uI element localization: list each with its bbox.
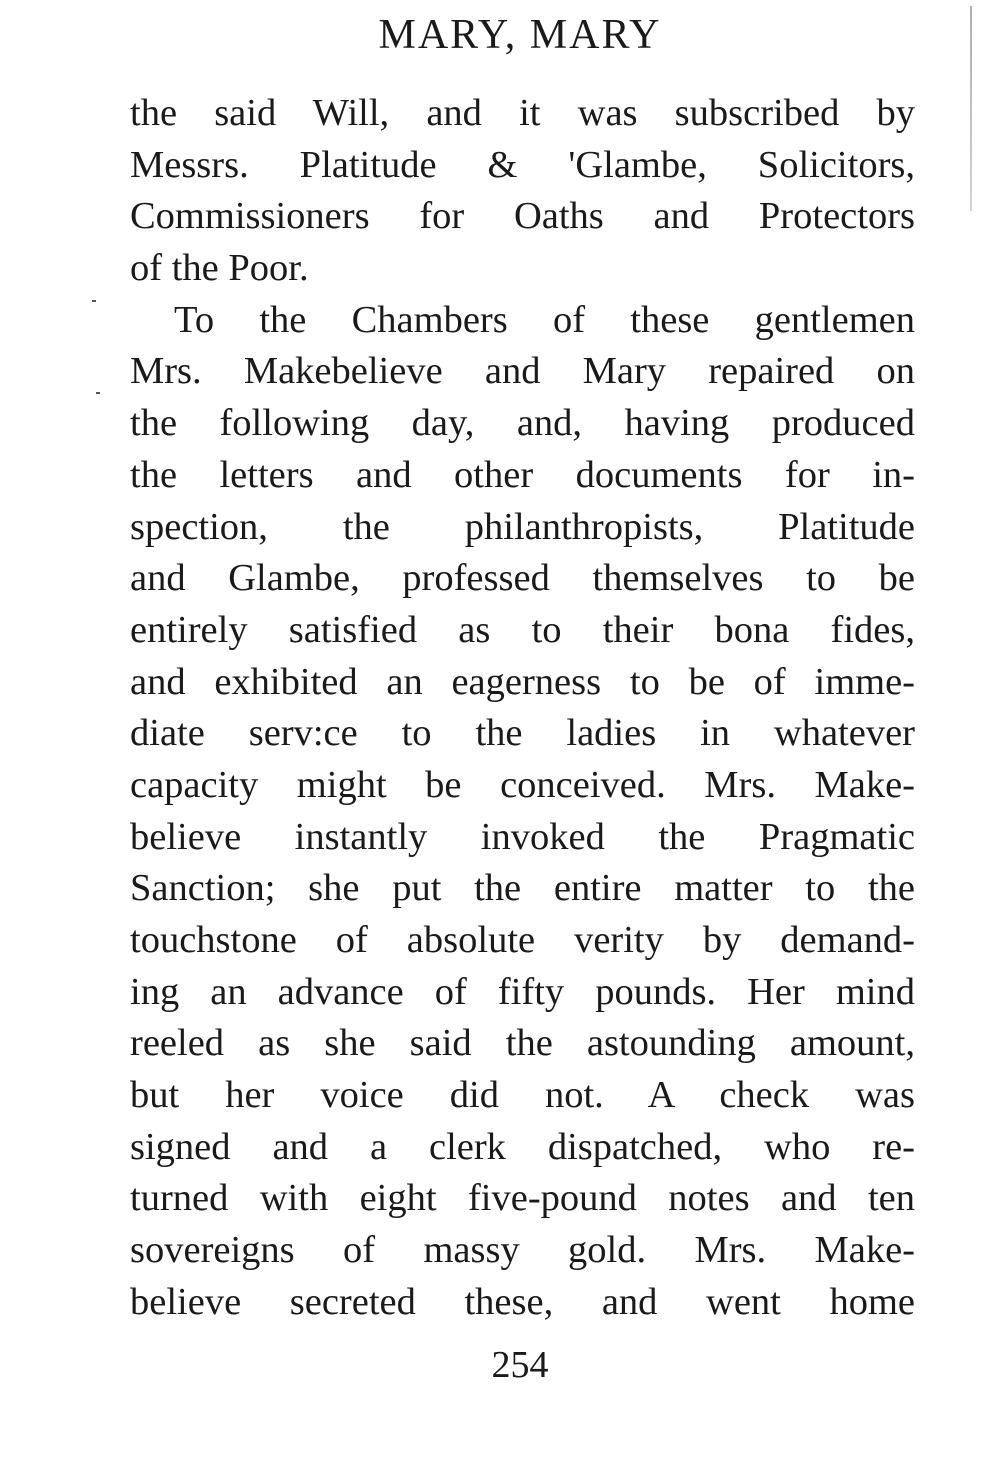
text-line: diate serv:ce to the ladies in whatever <box>130 712 915 755</box>
text-line: touchstone of absolute verity by demand- <box>130 919 915 961</box>
text-line: the letters and other documents for in- <box>130 453 915 496</box>
text-line: Commissioners for Oaths and Protectors <box>130 195 915 238</box>
scan-speck <box>92 300 96 302</box>
text-line: ing an advance of fifty pounds. Her mind <box>130 970 915 1013</box>
text-line: Sanction; she put the entire matter to the <box>130 867 915 910</box>
text-line: but her voice did not. A check was <box>130 1074 915 1117</box>
text-line: the following day, and, having produced <box>130 402 915 445</box>
text-line: and Glambe, professed themselves to be <box>130 557 915 600</box>
text-line: capacity might be conceived. Mrs. Make- <box>130 763 915 806</box>
page-number: 254 <box>491 1344 549 1386</box>
text-line: signed and a clerk dispatched, who re- <box>130 1125 915 1168</box>
paragraph-start-line: To the Chambers of these gentlemen <box>174 298 915 341</box>
text-line: turned with eight five-pound notes and ten <box>130 1177 915 1220</box>
text-line: of the Poor. <box>130 247 309 290</box>
body-text <box>130 88 915 1329</box>
text-line: and exhibited an eagerness to be of imme- <box>130 660 915 703</box>
text-line: Mrs. Makebelieve and Mary repaired on <box>130 350 915 393</box>
scan-speck <box>96 392 100 394</box>
running-head: MARY, MARY <box>378 12 662 58</box>
text-line: Messrs. Platitude & 'Glambe, Solicitors, <box>130 143 915 186</box>
page-edge-mark <box>970 6 972 211</box>
text-line: reeled as she said the astounding amount, <box>130 1022 915 1065</box>
text-line: entirely satisfied as to their bona fides, <box>130 608 915 651</box>
text-line: spection, the philanthropists, Platitude <box>130 505 915 548</box>
text-line: believe secreted these, and went home <box>130 1280 915 1323</box>
text-line: sovereigns of massy gold. Mrs. Make- <box>130 1229 915 1272</box>
text-line: the said Will, and it was subscribed by <box>130 92 915 134</box>
text-line: believe instantly invoked the Pragmatic <box>130 815 915 858</box>
